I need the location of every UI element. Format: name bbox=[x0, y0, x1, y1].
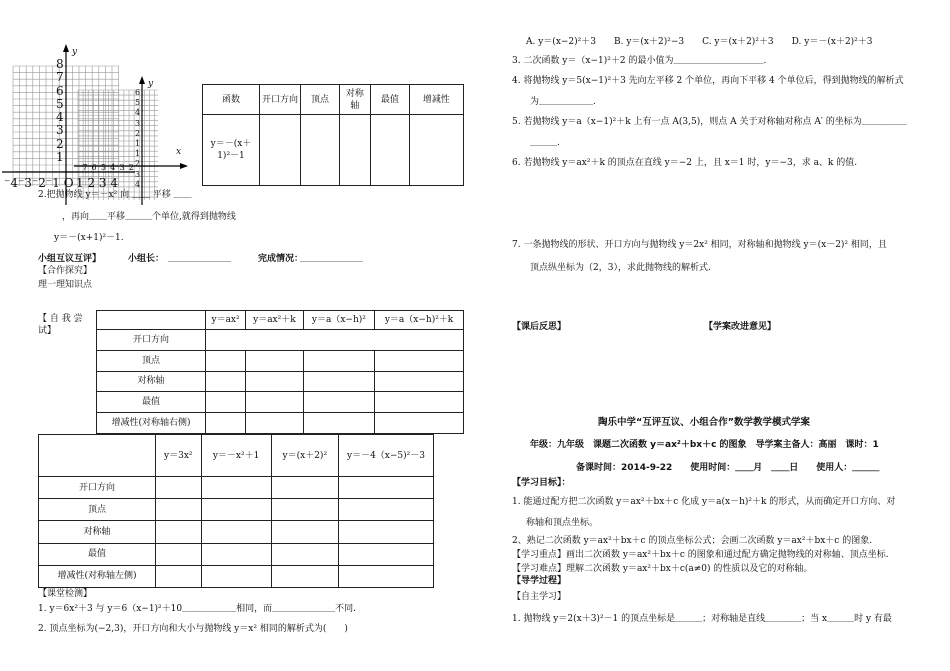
answer-cell[interactable] bbox=[246, 350, 304, 371]
sort-points-text: 理一理知识点 bbox=[38, 280, 93, 290]
question-5-line1: 5. 若抛物线 y＝a（x−1)²＋k 上有一点 A(3,5)，则点 A 关于对称轴对称点 A′ 的坐标为＿＿＿＿＿ bbox=[512, 117, 907, 127]
big-y-ticks bbox=[56, 58, 64, 164]
meta-line-1: 年级：九年级 课题二次函数 y＝ax²＋bx＋c 的图象 导学案主备人：高丽 课时：1 bbox=[530, 440, 879, 450]
answer-cell[interactable] bbox=[339, 477, 434, 499]
answer-cell[interactable] bbox=[206, 413, 246, 434]
self-header-1: y＝ax² bbox=[206, 311, 246, 330]
answer-cell[interactable] bbox=[156, 499, 202, 521]
q2-options: A. y＝(x−2)²＋3 B. y＝(x＋2)²−3 C. y＝(x＋2)²＋3 D. y＝－(x＋2)²＋3 bbox=[526, 37, 873, 47]
header-open: 开口方向 bbox=[260, 85, 301, 115]
answer-cell[interactable] bbox=[260, 115, 301, 186]
tick-label: 3 bbox=[135, 118, 141, 128]
self-row-label: 最值 bbox=[97, 392, 206, 413]
answer-cell[interactable] bbox=[339, 521, 434, 543]
header-func: 函数 bbox=[203, 85, 260, 115]
answer-cell[interactable] bbox=[206, 392, 246, 413]
goals-heading: 【学习目标】： bbox=[512, 478, 571, 488]
answer-cell[interactable] bbox=[271, 499, 338, 521]
small-y-ticks bbox=[135, 88, 140, 190]
self-try-heading: 【 自 我 尝 试】 bbox=[38, 314, 83, 336]
tick-label: 5 bbox=[135, 98, 141, 108]
tick-label: 1 bbox=[135, 139, 141, 149]
question-6: 6. 若抛物线 y＝ax²＋k 的顶点在直线 y＝−2 上，且 x＝1 时，y＝−3，求 a、k 的值. bbox=[512, 158, 858, 168]
exercise-2-line2: ，再向＿＿平移＿＿＿个单位,就得到抛物线 bbox=[62, 212, 236, 222]
question-3: 3. 二次函数 y＝（x−1)²＋2 的最小值为＿＿＿＿＿＿＿＿＿＿. bbox=[512, 56, 767, 66]
answer-cell[interactable] bbox=[303, 413, 374, 434]
question-4-line2: 为＿＿＿＿＿＿. bbox=[530, 97, 596, 107]
exercise-2-line3: y＝－(x+1)²－1. bbox=[54, 233, 124, 243]
answer-cell[interactable] bbox=[271, 543, 338, 565]
test-question-1: 1. y＝6x²＋3 与 y＝6（x−1)²＋10＿＿＿＿＿＿相同，而＿＿＿＿＿＿＿不同. bbox=[38, 604, 356, 614]
self-row-label: 对称轴 bbox=[97, 371, 206, 392]
improve-heading: 【学案改进意见】 bbox=[704, 322, 777, 332]
question-7-line2: 顶点纵坐标为（2，3），求此抛物线的解析式. bbox=[530, 263, 711, 273]
big-y-label: y bbox=[72, 47, 78, 57]
fill-row-label: 开口方向 bbox=[39, 477, 156, 499]
answer-cell[interactable] bbox=[156, 543, 202, 565]
tick-label: 6 bbox=[135, 88, 141, 97]
question-4-line1: 4. 将抛物线 y＝5(x−1)²＋3 先向左平移 2 个单位，再向下平移 4 个单位后，得到抛物线的解析式 bbox=[512, 76, 904, 86]
self-study-q1: 1. 抛物线 y＝2(x＋3)²－1 的顶点坐标是＿＿＿；对称轴是直线＿＿＿＿；当 x＿＿＿时 y 有最 bbox=[512, 614, 892, 624]
big-x-ticks-neg: ⁻4⁻3⁻2⁻1 O bbox=[4, 176, 74, 190]
group-leader-blank[interactable]: ＿＿＿＿＿＿＿ bbox=[168, 254, 232, 264]
coop-explore-heading: 【合作探究】 bbox=[38, 266, 93, 276]
tick-label: 1 bbox=[56, 150, 64, 165]
small-x-label: x bbox=[176, 147, 182, 157]
self-row-label: 开口方向 bbox=[97, 330, 206, 351]
fill-header-2: y＝－x²＋1 bbox=[201, 435, 271, 477]
fill-header-4: y＝－4（x−5)²－3 bbox=[339, 435, 434, 477]
tick-label: 7 bbox=[56, 70, 64, 85]
fill-row-label: 对称轴 bbox=[39, 521, 156, 543]
header-monotonic: 增减性 bbox=[409, 85, 463, 115]
tick-label: 6 bbox=[56, 83, 64, 98]
answer-cell[interactable] bbox=[301, 115, 340, 186]
group-review-heading: 小组互议互评】 bbox=[38, 254, 102, 264]
tick-label: 1 bbox=[135, 149, 141, 159]
question-7-line1: 7. 一条抛物线的形状、开口方向与抛物线 y＝2x² 相同，对称轴和抛物线 y＝(x－2)² 相同，且 bbox=[512, 240, 887, 250]
answer-cell[interactable] bbox=[409, 115, 463, 186]
answer-cell[interactable] bbox=[156, 477, 202, 499]
key-points: 【学习重点】画出二次函数 y＝ax²＋bx＋c 的图象和通过配方确定抛物线的对称轴、顶点坐标. bbox=[512, 550, 889, 560]
after-class-heading: 【课后反思】 bbox=[512, 322, 567, 332]
answer-cell[interactable] bbox=[303, 371, 374, 392]
answer-cell[interactable] bbox=[375, 350, 464, 371]
answer-cell[interactable] bbox=[339, 565, 434, 587]
answer-cell[interactable] bbox=[271, 477, 338, 499]
answer-cell[interactable] bbox=[271, 565, 338, 587]
small-x-ticks: ⁻7⁻6⁻5⁻4⁻3⁻2 bbox=[78, 163, 134, 172]
answer-cell[interactable] bbox=[375, 413, 464, 434]
small-y-label: y bbox=[148, 79, 154, 89]
self-header-3: y＝a（x−h)² bbox=[303, 311, 374, 330]
tick-label: 2 bbox=[56, 136, 64, 151]
answer-cell[interactable] bbox=[339, 499, 434, 521]
fill-header-3: y＝(x＋2)² bbox=[271, 435, 338, 477]
group-leader-label: 小组长： bbox=[128, 254, 165, 264]
answer-cell[interactable] bbox=[246, 371, 304, 392]
answer-cell[interactable] bbox=[206, 330, 464, 351]
answer-cell[interactable] bbox=[156, 521, 202, 543]
answer-cell[interactable] bbox=[246, 392, 304, 413]
big-x-ticks-pos: 1 2 3 4 bbox=[76, 176, 118, 190]
fill-row-label: 增减性(对称轴左侧) bbox=[39, 565, 156, 587]
answer-cell[interactable] bbox=[303, 350, 374, 371]
vertex-table bbox=[202, 84, 464, 186]
tick-label: 2 bbox=[135, 159, 141, 169]
fill-row-label: 顶点 bbox=[39, 499, 156, 521]
self-row-label: 顶点 bbox=[97, 350, 206, 371]
process-heading: 【导学过程】 bbox=[512, 576, 567, 586]
answer-cell[interactable] bbox=[201, 499, 271, 521]
tick-label: 5 bbox=[56, 96, 64, 111]
tick-label: 2 bbox=[135, 128, 141, 138]
tick-label: 3 bbox=[135, 169, 141, 179]
answer-cell[interactable] bbox=[339, 115, 370, 186]
completion-label: 完成情况： bbox=[258, 254, 304, 264]
test-question-2: 2. 顶点坐标为(−2,3)，开口方向和大小与抛物线 y＝x² 相同的解析式为( ) bbox=[38, 624, 348, 634]
answer-cell[interactable] bbox=[375, 371, 464, 392]
school-title: 陶乐中学“互评互议、小组合作”数学教学模式学案 bbox=[598, 417, 810, 428]
fill-row-label: 最值 bbox=[39, 543, 156, 565]
answer-cell[interactable] bbox=[375, 392, 464, 413]
difficult-points: 【学习难点】理解二次函数 y＝ax²＋bx＋c(a≠0) 的性质以及它的对称轴。 bbox=[512, 564, 813, 574]
self-header-4: y＝a（x−h)²＋k bbox=[375, 311, 464, 330]
exercise-2-line1: 2.把抛物线 y＝－x² 向 ＿＿ 平移 ＿＿ bbox=[38, 190, 192, 200]
properties-table bbox=[38, 434, 434, 588]
completion-blank[interactable]: ＿＿＿＿＿＿＿ bbox=[300, 254, 364, 264]
answer-cell[interactable] bbox=[201, 543, 271, 565]
tick-label: 4 bbox=[135, 179, 141, 189]
tick-label: 4 bbox=[56, 110, 64, 125]
answer-cell[interactable] bbox=[339, 543, 434, 565]
answer-cell[interactable] bbox=[201, 565, 271, 587]
answer-cell[interactable] bbox=[303, 392, 374, 413]
answer-cell[interactable] bbox=[246, 413, 304, 434]
tick-label: 8 bbox=[56, 57, 64, 71]
answer-cell[interactable] bbox=[271, 521, 338, 543]
answer-cell[interactable] bbox=[201, 477, 271, 499]
goal-1-line2: 称轴和顶点坐标。 bbox=[526, 518, 599, 528]
tick-label: 4 bbox=[135, 108, 141, 118]
answer-cell[interactable] bbox=[156, 565, 202, 587]
goal-1-line1: 1. 能通过配方把二次函数 y＝ax²＋bx＋c 化成 y＝a(x－h)²＋k 的形式，从而确定开口方向、对 bbox=[512, 497, 896, 507]
answer-cell[interactable] bbox=[201, 521, 271, 543]
fill-header-1: y＝3x² bbox=[156, 435, 202, 477]
meta-line-2: 备课时间：2014-9-22 使用时间：＿＿月 ＿＿日 使用人：＿＿＿ bbox=[576, 463, 880, 473]
header-vertex: 顶点 bbox=[301, 85, 340, 115]
func-cell: y＝－(x＋1)²－1 bbox=[203, 115, 260, 186]
answer-cell[interactable] bbox=[370, 115, 409, 186]
self-row-label: 增减性(对称轴右侧) bbox=[97, 413, 206, 434]
self-try-table bbox=[96, 310, 464, 434]
self-header-2: y＝ax²＋k bbox=[246, 311, 304, 330]
goal-2: 2、熟记二次函数 y＝ax²＋bx＋c 的顶点坐标公式；会画二次函数 y＝ax²＋bx＋c 的图象. bbox=[512, 536, 873, 546]
answer-cell[interactable] bbox=[206, 350, 246, 371]
question-5-line2: ＿＿＿. bbox=[530, 138, 560, 148]
self-study-heading: 【自主学习】 bbox=[512, 592, 567, 602]
class-test-heading: 【课堂检测】 bbox=[38, 589, 93, 599]
header-axis: 对称轴 bbox=[339, 85, 370, 115]
tick-label: 3 bbox=[56, 123, 64, 138]
answer-cell[interactable] bbox=[206, 371, 246, 392]
header-extreme: 最值 bbox=[370, 85, 409, 115]
